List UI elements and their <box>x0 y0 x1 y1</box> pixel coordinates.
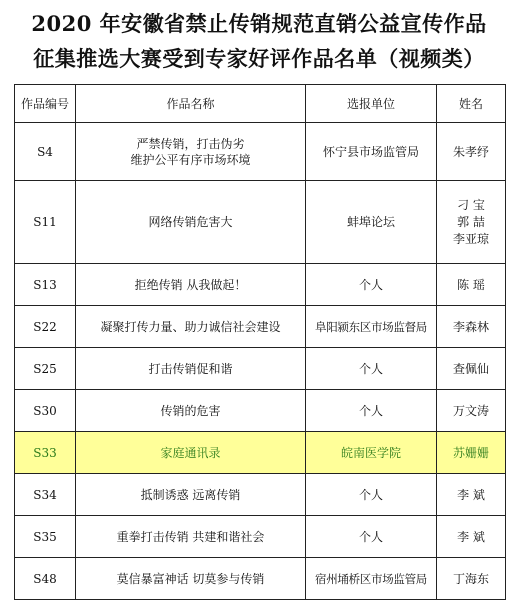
work-title: 传销的危害 <box>76 390 306 432</box>
table-row <box>15 516 506 558</box>
document-title-line1: 2020 年安徽省禁止传销规范直销公益宣传作品 <box>31 11 487 36</box>
work-id: S22 <box>15 306 76 348</box>
submitting-unit: 个人 <box>306 348 437 390</box>
header-work-id: 作品编号 <box>15 85 76 123</box>
author-name: 陈 瑶 <box>437 264 506 306</box>
submitting-unit: 蚌埠论坛 <box>306 181 437 264</box>
submitting-unit: 宿州埇桥区市场监管局 <box>306 558 437 600</box>
table-row <box>15 181 506 264</box>
submitting-unit: 个人 <box>306 516 437 558</box>
table-row <box>15 348 506 390</box>
work-title: 抵制诱惑 远离传销 <box>76 474 306 516</box>
table-row <box>15 264 506 306</box>
table-row <box>15 306 506 348</box>
work-id: S30 <box>15 390 76 432</box>
author-names: 刁 宝 郭 喆 李亚琼 <box>437 181 506 264</box>
submitting-unit: 阜阳颍东区市场监督局 <box>306 306 437 348</box>
submitting-unit: 个人 <box>306 390 437 432</box>
work-title: 凝聚打传力量、助力诚信社会建设 <box>76 306 306 348</box>
author-name: 苏姗姗 <box>437 432 506 474</box>
work-id: S11 <box>15 181 76 264</box>
work-id: S34 <box>15 474 76 516</box>
work-title: 拒绝传销 从我做起！ <box>76 264 306 306</box>
work-title: 严禁传销，打击伪劣 维护公平有序市场环境 <box>76 123 306 181</box>
table-row <box>15 390 506 432</box>
work-title: 打击传销促和谐 <box>76 348 306 390</box>
work-id: S48 <box>15 558 76 600</box>
work-id: S33 <box>15 432 76 474</box>
document-title-line2: 征集推选大赛受到专家好评作品名单（视频类） <box>33 46 485 71</box>
author-name: 查佩仙 <box>437 348 506 390</box>
work-title: 重拳打击传销 共建和谐社会 <box>76 516 306 558</box>
work-id: S35 <box>15 516 76 558</box>
header-work-title: 作品名称 <box>76 85 306 123</box>
header-submitting-unit: 选报单位 <box>306 85 437 123</box>
work-id: S25 <box>15 348 76 390</box>
work-id: S13 <box>15 264 76 306</box>
author-name: 李 斌 <box>437 516 506 558</box>
author-name: 万文涛 <box>437 390 506 432</box>
author-name: 朱孝纾 <box>437 123 506 181</box>
header-name: 姓名 <box>437 85 506 123</box>
work-title: 家庭通讯录 <box>76 432 306 474</box>
work-id: S4 <box>15 123 76 181</box>
table-row <box>15 474 506 516</box>
table-row <box>15 123 506 181</box>
work-title: 网络传销危害大 <box>76 181 306 264</box>
author-name: 丁海东 <box>437 558 506 600</box>
author-name: 李森林 <box>437 306 506 348</box>
submitting-unit: 个人 <box>306 264 437 306</box>
table-header-row <box>15 85 506 123</box>
work-title: 莫信暴富神话 切莫参与传销 <box>76 558 306 600</box>
submitting-unit: 个人 <box>306 474 437 516</box>
author-name: 李 斌 <box>437 474 506 516</box>
submitting-unit: 怀宁县市场监管局 <box>306 123 437 181</box>
submitting-unit: 皖南医学院 <box>306 432 437 474</box>
table-row-highlighted <box>15 432 506 474</box>
award-list-table <box>14 84 506 600</box>
table-row <box>15 558 506 600</box>
